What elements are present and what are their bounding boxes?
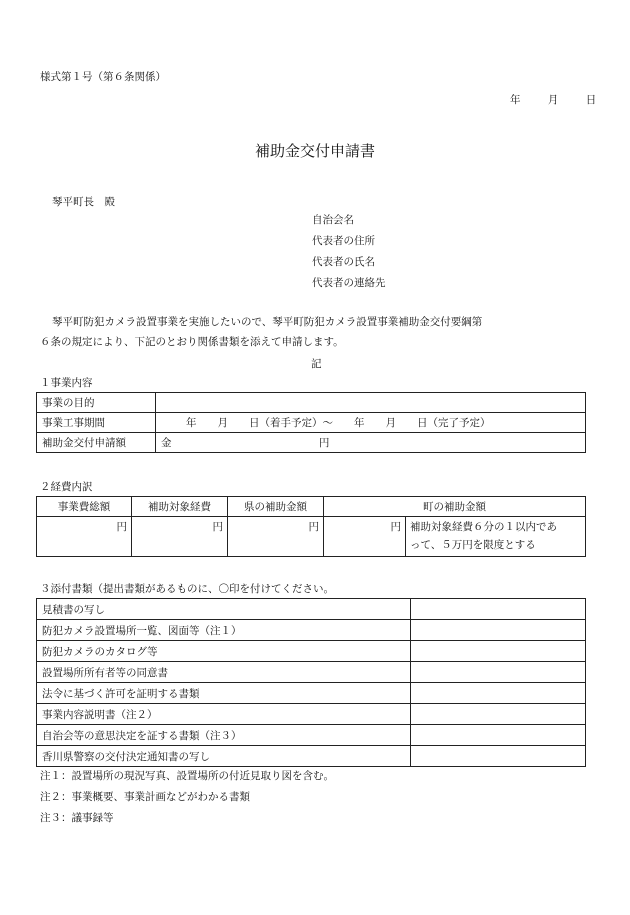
page-title: 補助金交付申請書 [254, 142, 375, 160]
table-row [37, 683, 586, 704]
table-row [37, 704, 586, 725]
attachment-item: 防犯カメラ設置場所一覧、図面等（注１） [37, 620, 411, 641]
attachment-check[interactable] [411, 620, 586, 641]
note-line-2: って、５万円を限度とする [410, 539, 536, 551]
table-row [37, 413, 586, 433]
note-2: 注２：事業概要、事業計画などがわかる書類 [40, 791, 250, 803]
attachment-item: 防犯カメラのカタログ等 [37, 641, 411, 662]
note-3: 注３：議事録等 [40, 812, 114, 824]
body-line-1: 琴平町防犯カメラ設置事業を実施したいので、琴平町防犯カメラ設置事業補助金交付要綱第 [52, 316, 483, 328]
header-prefecture-subsidy: 県の補助金額 [228, 497, 324, 517]
header-total-cost: 事業費総額 [37, 497, 132, 517]
purpose-field[interactable] [156, 393, 586, 413]
attachment-check[interactable] [411, 746, 586, 767]
attachment-item: 法令に基づく許可を証明する書類 [37, 683, 411, 704]
header-town-subsidy: 町の補助金額 [324, 497, 586, 517]
section2-heading: ２経費内訳 [40, 481, 93, 493]
date-month: 月 [547, 94, 559, 106]
attachment-item: 自治会等の意思決定を証する書類（注３） [37, 725, 411, 746]
attachment-check[interactable] [411, 725, 586, 746]
body-text [40, 312, 482, 352]
date-year: 年 [510, 94, 521, 106]
table-row [37, 725, 586, 746]
amount-label: 補助金交付申請額 [37, 433, 156, 453]
attachment-check[interactable] [411, 662, 586, 683]
applicant-name: 代表者の氏名 [312, 256, 375, 268]
attachment-check[interactable] [411, 599, 586, 620]
attachment-item: 見積書の写し [37, 599, 411, 620]
ki-label: 記 [311, 358, 322, 370]
attachment-item: 香川県警察の交付決定通知書の写し [37, 746, 411, 767]
body-line-2: ６条の規定により、下記のとおり関係書類を添えて申請します。 [40, 336, 344, 348]
note-line-1: 補助対象経費６分の１以内であ [410, 521, 557, 533]
addressee: 琴平町長 殿 [52, 196, 115, 208]
table-row [37, 497, 586, 517]
town-subsidy-field[interactable]: 円 [324, 517, 406, 557]
total-cost-field[interactable]: 円 [37, 517, 132, 557]
note-1: 注１：設置場所の現況写真、設置場所の付近見取り図を含む。 [40, 770, 334, 782]
period-label: 事業工事期間 [37, 413, 156, 433]
prefecture-subsidy-field[interactable]: 円 [228, 517, 324, 557]
attachment-item: 事業内容説明書（注２） [37, 704, 411, 725]
attachment-check[interactable] [411, 641, 586, 662]
date-day: 日 [585, 94, 597, 106]
form-number: 様式第１号（第６条関係） [40, 71, 166, 83]
eligible-cost-field[interactable]: 円 [132, 517, 228, 557]
applicant-org: 自治会名 [312, 214, 354, 226]
table-row [37, 662, 586, 683]
table-row [37, 641, 586, 662]
notes [40, 766, 334, 829]
date-line [510, 92, 596, 107]
amount-prefix: 金 [161, 437, 172, 449]
table-row [37, 517, 586, 557]
section3-table [36, 598, 586, 767]
amount-field[interactable] [156, 433, 586, 453]
amount-unit: 円 [318, 437, 330, 449]
section1-table [36, 392, 586, 453]
period-field[interactable]: 年 月 日（着手予定）〜 年 月 日（完了予定） [156, 413, 586, 433]
purpose-label: 事業の目的 [37, 393, 156, 413]
attachment-check[interactable] [411, 683, 586, 704]
attachment-item: 設置場所所有者等の同意書 [37, 662, 411, 683]
table-row [37, 599, 586, 620]
header-eligible-cost: 補助対象経費 [132, 497, 228, 517]
section3-heading: ３添付書類（提出書類があるものに、〇印を付けてください。 [40, 583, 334, 595]
applicant-block [312, 210, 386, 294]
attachment-check[interactable] [411, 704, 586, 725]
applicant-contact: 代表者の連絡先 [312, 277, 386, 289]
table-row [37, 620, 586, 641]
section2-table [36, 496, 586, 557]
table-row [37, 433, 586, 453]
table-row [37, 746, 586, 767]
section1-heading: １事業内容 [40, 377, 93, 389]
applicant-address: 代表者の住所 [312, 235, 375, 247]
town-subsidy-note [406, 517, 586, 557]
table-row [37, 393, 586, 413]
